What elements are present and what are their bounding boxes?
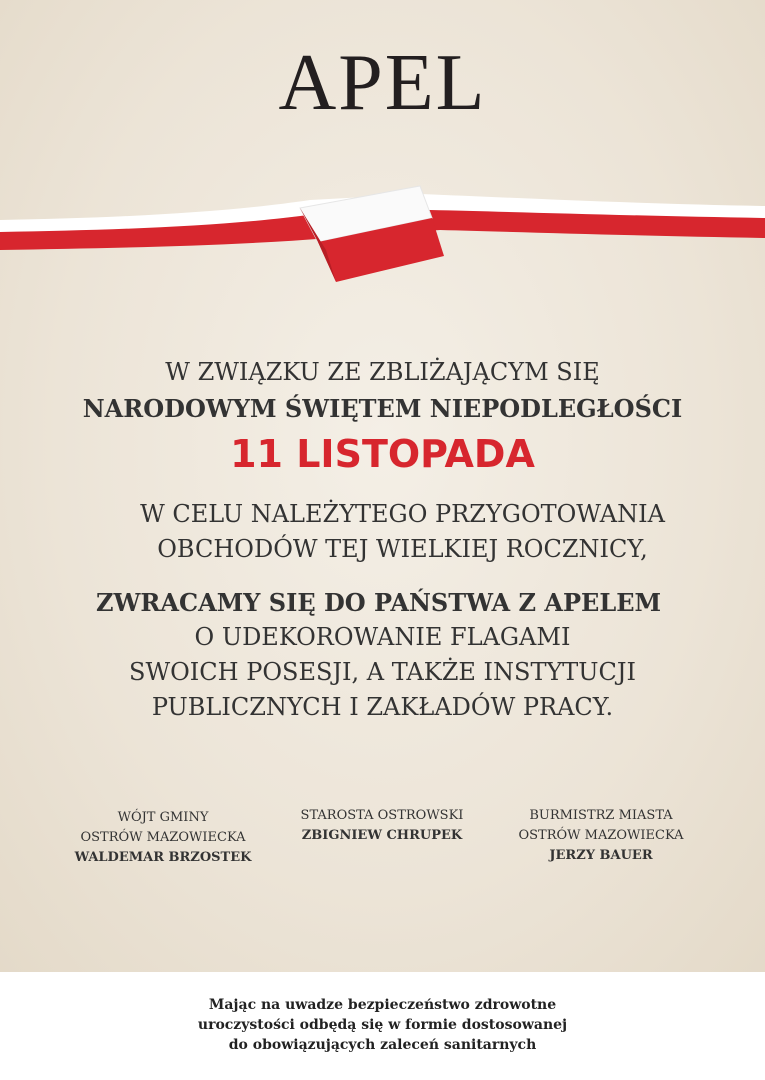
holiday-date: 11 LISTOPADA bbox=[230, 432, 535, 476]
poster-title: APEL bbox=[278, 39, 487, 127]
signature-name: WALDEMAR BRZOSTEK bbox=[74, 850, 252, 865]
signature-block-wojt bbox=[43, 808, 283, 868]
signature-role: BURMISTRZ MIASTA bbox=[529, 808, 673, 823]
sanitary-notice bbox=[0, 995, 765, 1055]
body-line-8: SWOICH POSESJI, A TAKŻE INSTYTUCJI bbox=[129, 658, 636, 686]
signature-name: ZBIGNIEW CHRUPEK bbox=[301, 828, 463, 843]
signature-name: JERZY BAUER bbox=[549, 848, 653, 863]
polish-flag-ribbon bbox=[0, 160, 765, 300]
body-line-7: O UDEKOROWANIE FLAGAMI bbox=[194, 623, 571, 651]
body-line-2: NARODOWYM ŚWIĘTEM NIEPODLEGŁOŚCI bbox=[82, 394, 683, 423]
signature-role: STAROSTA OSTROWSKI bbox=[300, 808, 464, 823]
notice-line-3: do obowiązujących zaleceń sanitarnych bbox=[228, 1037, 537, 1053]
signature-place: OSTRÓW MAZOWIECKA bbox=[80, 830, 246, 845]
notice-line-1: Mając na uwadze bezpieczeństwo zdrowotne bbox=[208, 997, 557, 1013]
signature-place: OSTRÓW MAZOWIECKA bbox=[518, 828, 684, 843]
body-line-1: W ZWIĄZKU ZE ZBLIŻAJĄCYM SIĘ bbox=[165, 358, 600, 386]
signature-block-burmistrz bbox=[481, 806, 721, 866]
body-line-5: OBCHODÓW TEJ WIELKIEJ ROCZNICY, bbox=[157, 535, 648, 563]
body-line-4: W CELU NALEŻYTEGO PRZYGOTOWANIA bbox=[140, 500, 665, 528]
notice-line-2: uroczystości odbędą się w formie dostosowanej bbox=[197, 1017, 568, 1033]
body-line-9: PUBLICZNYCH I ZAKŁADÓW PRACY. bbox=[151, 693, 614, 721]
signature-block-starosta bbox=[262, 806, 502, 846]
body-line-6: ZWRACAMY SIĘ DO PAŃSTWA Z APELEM bbox=[95, 588, 662, 617]
signature-role: WÓJT GMINY bbox=[117, 810, 209, 825]
